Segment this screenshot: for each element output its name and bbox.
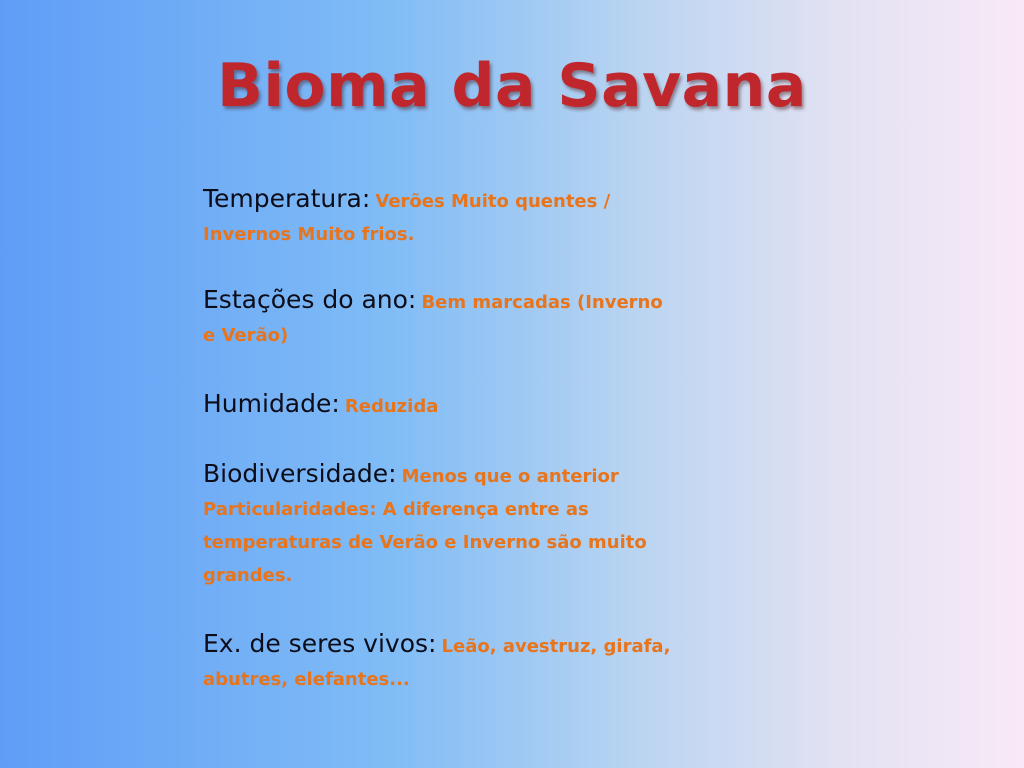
item-humidade [203, 387, 678, 423]
item-biodiversidade [203, 457, 678, 592]
slide-title: Bioma da Savana [217, 51, 807, 121]
item-seres-vivos [203, 627, 678, 696]
item-value: Menos que o anterior [401, 466, 619, 487]
item-value: Verões Muito quentes / Invernos Muito frios. [203, 191, 611, 245]
item-label: Estações do ano: [203, 285, 417, 314]
item-label: Ex. de seres vivos: [203, 629, 437, 658]
item-label: Temperatura: [203, 184, 371, 213]
item-label: Humidade: [203, 389, 340, 418]
item-value: Reduzida [344, 396, 439, 417]
item-temperatura [203, 182, 678, 251]
item-value: Leão, avestruz, girafa, abutres, elefantes... [203, 636, 671, 690]
slide-content [203, 182, 678, 725]
item-estacoes [203, 283, 678, 352]
item-value: Bem marcadas (Inverno e Verão) [203, 292, 663, 346]
item-extra: Particularidades: A diferença entre as temperaturas de Verão e Inverno são muito grandes. [203, 499, 647, 586]
item-label: Biodiversidade: [203, 459, 397, 488]
